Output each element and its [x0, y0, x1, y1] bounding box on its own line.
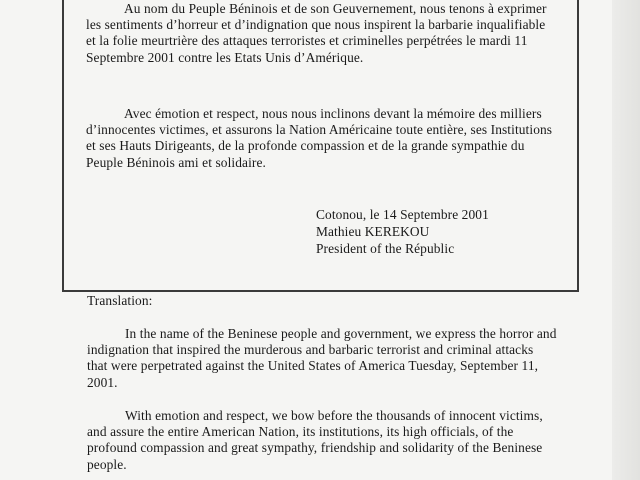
box-border-bottom — [62, 290, 579, 292]
english-paragraph-1 — [87, 326, 557, 391]
box-border-left — [62, 0, 64, 292]
english-paragraph-2-text: With emotion and respect, we bow before the thousands of innocent victims, and assure the entire American Nation, its institutions, its high officials, of the profound compassion and great sympathy, friendship and solidarity of the Beninese people. — [87, 408, 543, 472]
signature-place-date: Cotonou, le 14 Septembre 2001 — [316, 207, 489, 222]
french-paragraph-1-text: Au nom du Peuple Béninois et de son Geuvernement, nous tenons à exprimer les sentiments d’horreur et d’indignation que nous inspirent la barbarie inqualifiable et la folie meurtrière des attaques terroristes et criminelles perpétrées le mardi 11 Septembre 2001 contre les Etats Unis d’Amérique. — [86, 1, 547, 65]
english-paragraph-1-text: In the name of the Beninese people and government, we express the horror and indignation that inspired the murderous and barbaric terrorist and criminal attacks that were perpetrated against the United States of America Tuesday, September 11, 2001. — [87, 326, 557, 390]
french-paragraph-2 — [86, 106, 556, 171]
signature-block — [316, 206, 566, 257]
box-border-right — [577, 0, 579, 292]
french-paragraph-1 — [86, 1, 556, 66]
french-paragraph-2-text: Avec émotion et respect, nous nous inclinons devant la mémoire des milliers d’innocentes victimes, et assurons la Nation Américaine toute entière, ses Institutions et ses Hauts Dirigeants, de la profonde compassion et de la grande sympathie du Peuple Béninois ami et solidaire. — [86, 106, 553, 170]
translation-label: Translation: — [87, 293, 153, 308]
english-paragraph-2 — [87, 408, 557, 473]
page-edge-shadow — [612, 0, 640, 480]
signature-name: Mathieu KEREKOU — [316, 224, 430, 239]
signature-title: President of the Républic — [316, 241, 455, 256]
